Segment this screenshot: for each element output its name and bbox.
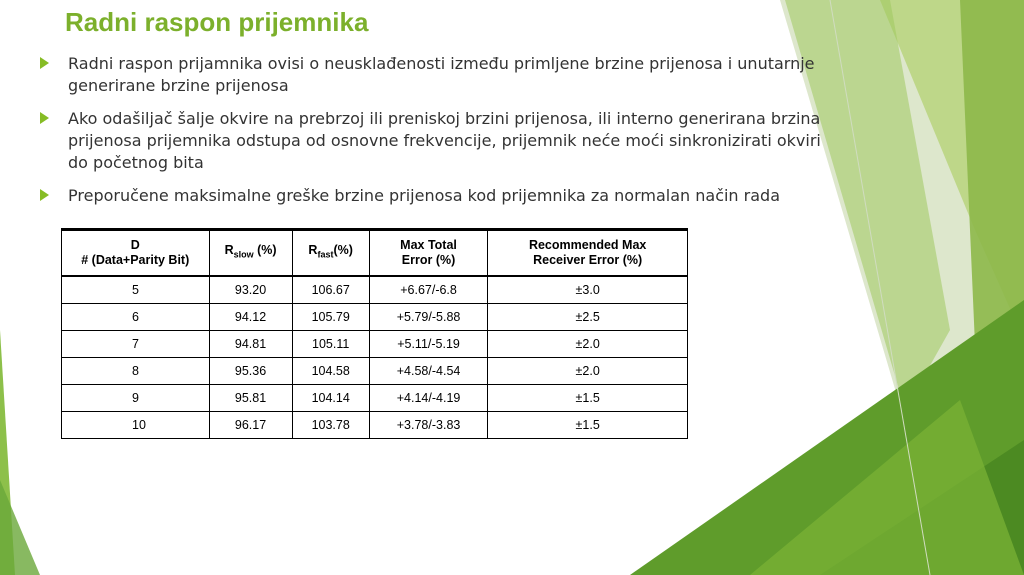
cell-rfast: 105.79 xyxy=(292,304,369,331)
cell-max-error: +4.58/-4.54 xyxy=(369,358,488,385)
cell-d: 6 xyxy=(62,304,210,331)
bullet-text: Radni raspon prijamnika ovisi o neusklađenosti između primljene brzine prijenosa i unutarnje generirane brzine prijenosa xyxy=(68,54,815,95)
table-row xyxy=(62,412,688,439)
facet-left-bottom xyxy=(0,480,40,575)
cell-d: 5 xyxy=(62,276,210,304)
cell-rslow: 94.81 xyxy=(209,331,292,358)
cell-rslow: 95.81 xyxy=(209,385,292,412)
header-maxerr-line1: Max Total xyxy=(400,238,457,252)
header-rfast xyxy=(292,230,369,277)
bullet-text: Preporučene maksimalne greške brzine prijenosa kod prijemnika za normalan način rada xyxy=(68,186,780,205)
header-d-line2: # (Data+Parity Bit) xyxy=(81,253,190,267)
header-d xyxy=(62,230,210,277)
header-recommended xyxy=(488,230,688,277)
cell-rslow: 94.12 xyxy=(209,304,292,331)
header-maxerr-line2: Error (%) xyxy=(401,253,456,267)
cell-d: 9 xyxy=(62,385,210,412)
cell-rfast: 105.11 xyxy=(292,331,369,358)
cell-max-error: +4.14/-4.19 xyxy=(369,385,488,412)
table-header-row xyxy=(62,230,688,277)
header-rfast-sub: fast xyxy=(317,249,334,260)
cell-rfast: 104.58 xyxy=(292,358,369,385)
bullet-list xyxy=(40,53,840,218)
cell-max-error: +5.79/-5.88 xyxy=(369,304,488,331)
bullet-item xyxy=(40,185,840,207)
cell-rslow: 96.17 xyxy=(209,412,292,439)
header-rec-line2: Receiver Error (%) xyxy=(533,253,643,267)
header-rec-line1: Recommended Max xyxy=(528,238,647,252)
bullet-item xyxy=(40,108,840,174)
cell-max-error: +3.78/-3.83 xyxy=(369,412,488,439)
cell-recommended: ±1.5 xyxy=(488,412,688,439)
triangle-bullet-icon xyxy=(40,189,49,201)
table-row xyxy=(62,276,688,304)
cell-rfast: 103.78 xyxy=(292,412,369,439)
cell-recommended: ±2.0 xyxy=(488,331,688,358)
header-rslow-unit: (%) xyxy=(257,243,277,258)
cell-rfast: 106.67 xyxy=(292,276,369,304)
bullet-text: Ako odašiljač šalje okvire na prebrzoj ili preniskoj brzini prijenosa, ili interno generirana brzina prijenosa prijemnika odstupa od osnovne frekvencije, prijemnik neće moći sinkronizirati okviri do početnog bita xyxy=(68,109,821,172)
header-d-line1: D xyxy=(130,238,140,252)
cell-recommended: ±3.0 xyxy=(488,276,688,304)
cell-max-error: +5.11/-5.19 xyxy=(369,331,488,358)
cell-recommended: ±1.5 xyxy=(488,385,688,412)
slide-title: Radni raspon prijemnika xyxy=(65,7,369,37)
table-row xyxy=(62,331,688,358)
header-rfast-r: R xyxy=(308,243,318,258)
header-rslow-r: R xyxy=(224,243,234,258)
triangle-bullet-icon xyxy=(40,57,49,69)
header-max-error xyxy=(369,230,488,277)
cell-rslow: 95.36 xyxy=(209,358,292,385)
cell-rfast: 104.14 xyxy=(292,385,369,412)
table-row xyxy=(62,385,688,412)
header-rslow-sub: slow xyxy=(233,249,254,260)
triangle-bullet-icon xyxy=(40,112,49,124)
header-rslow xyxy=(209,230,292,277)
header-rfast-unit: (%) xyxy=(333,243,353,258)
bullet-item xyxy=(40,53,840,97)
cell-max-error: +6.67/-6.8 xyxy=(369,276,488,304)
baud-error-table xyxy=(61,228,688,439)
cell-recommended: ±2.5 xyxy=(488,304,688,331)
cell-rslow: 93.20 xyxy=(209,276,292,304)
cell-d: 8 xyxy=(62,358,210,385)
cell-recommended: ±2.0 xyxy=(488,358,688,385)
cell-d: 10 xyxy=(62,412,210,439)
table-row xyxy=(62,358,688,385)
cell-d: 7 xyxy=(62,331,210,358)
table-row xyxy=(62,304,688,331)
